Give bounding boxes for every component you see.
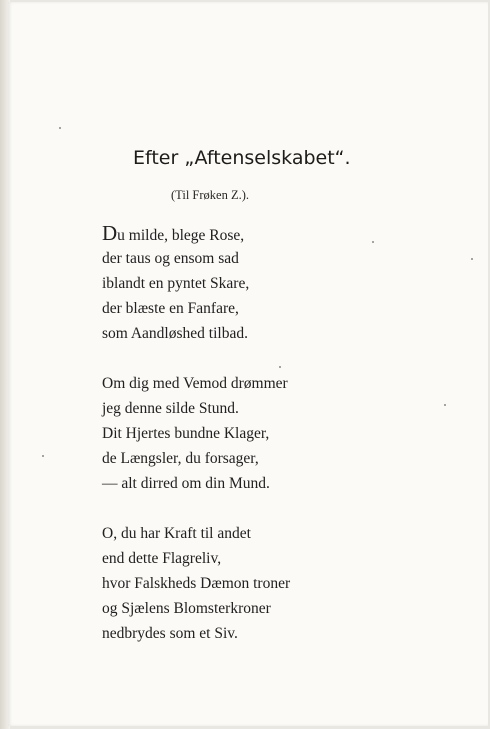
paper-speck: [42, 455, 44, 457]
poem-line: Dit Hjertes bundne Klager,: [102, 425, 270, 442]
poem-line: nedbrydes som et Siv.: [102, 625, 238, 642]
poem-line: jeg denne silde Stund.: [102, 400, 239, 417]
paper-speck: [279, 366, 281, 368]
poem-line: hvor Falskheds Dæmon troner: [102, 575, 291, 592]
poem-line: og Sjælens Blomsterkroner: [102, 600, 271, 617]
poem-line: som Aandløshed tilbad.: [102, 325, 248, 342]
poem-line: [102, 221, 249, 246]
paper-speck: [59, 127, 61, 129]
poem-line: der taus og ensom sad: [102, 250, 239, 267]
drop-cap: D: [102, 221, 118, 245]
paper-speck: [372, 241, 374, 243]
poem-dedication: (Til Frøken Z.).: [171, 188, 250, 202]
poem-title: Efter „Aftenselskabet“.: [133, 147, 351, 169]
paper-speck: [444, 404, 446, 406]
stanza-1: [102, 221, 249, 346]
poem-line: O, du har Kraft til andet: [102, 525, 251, 542]
poem-line: — alt dirred om din Mund.: [102, 475, 270, 492]
poem-line: iblandt en pyntet Skare,: [102, 275, 250, 292]
poem-line: end dette Flagreliv,: [102, 550, 222, 567]
poem-line: der blæste en Fanfare,: [102, 300, 239, 317]
paper-speck: [471, 258, 473, 260]
poem-line: de Længsler, du forsager,: [102, 450, 259, 467]
stanza-3: [102, 521, 290, 646]
stanza-2: [102, 371, 288, 496]
poem-line-text: u milde, blege Rose,: [117, 227, 245, 244]
poem-line: Om dig med Vemod drømmer: [102, 375, 288, 392]
